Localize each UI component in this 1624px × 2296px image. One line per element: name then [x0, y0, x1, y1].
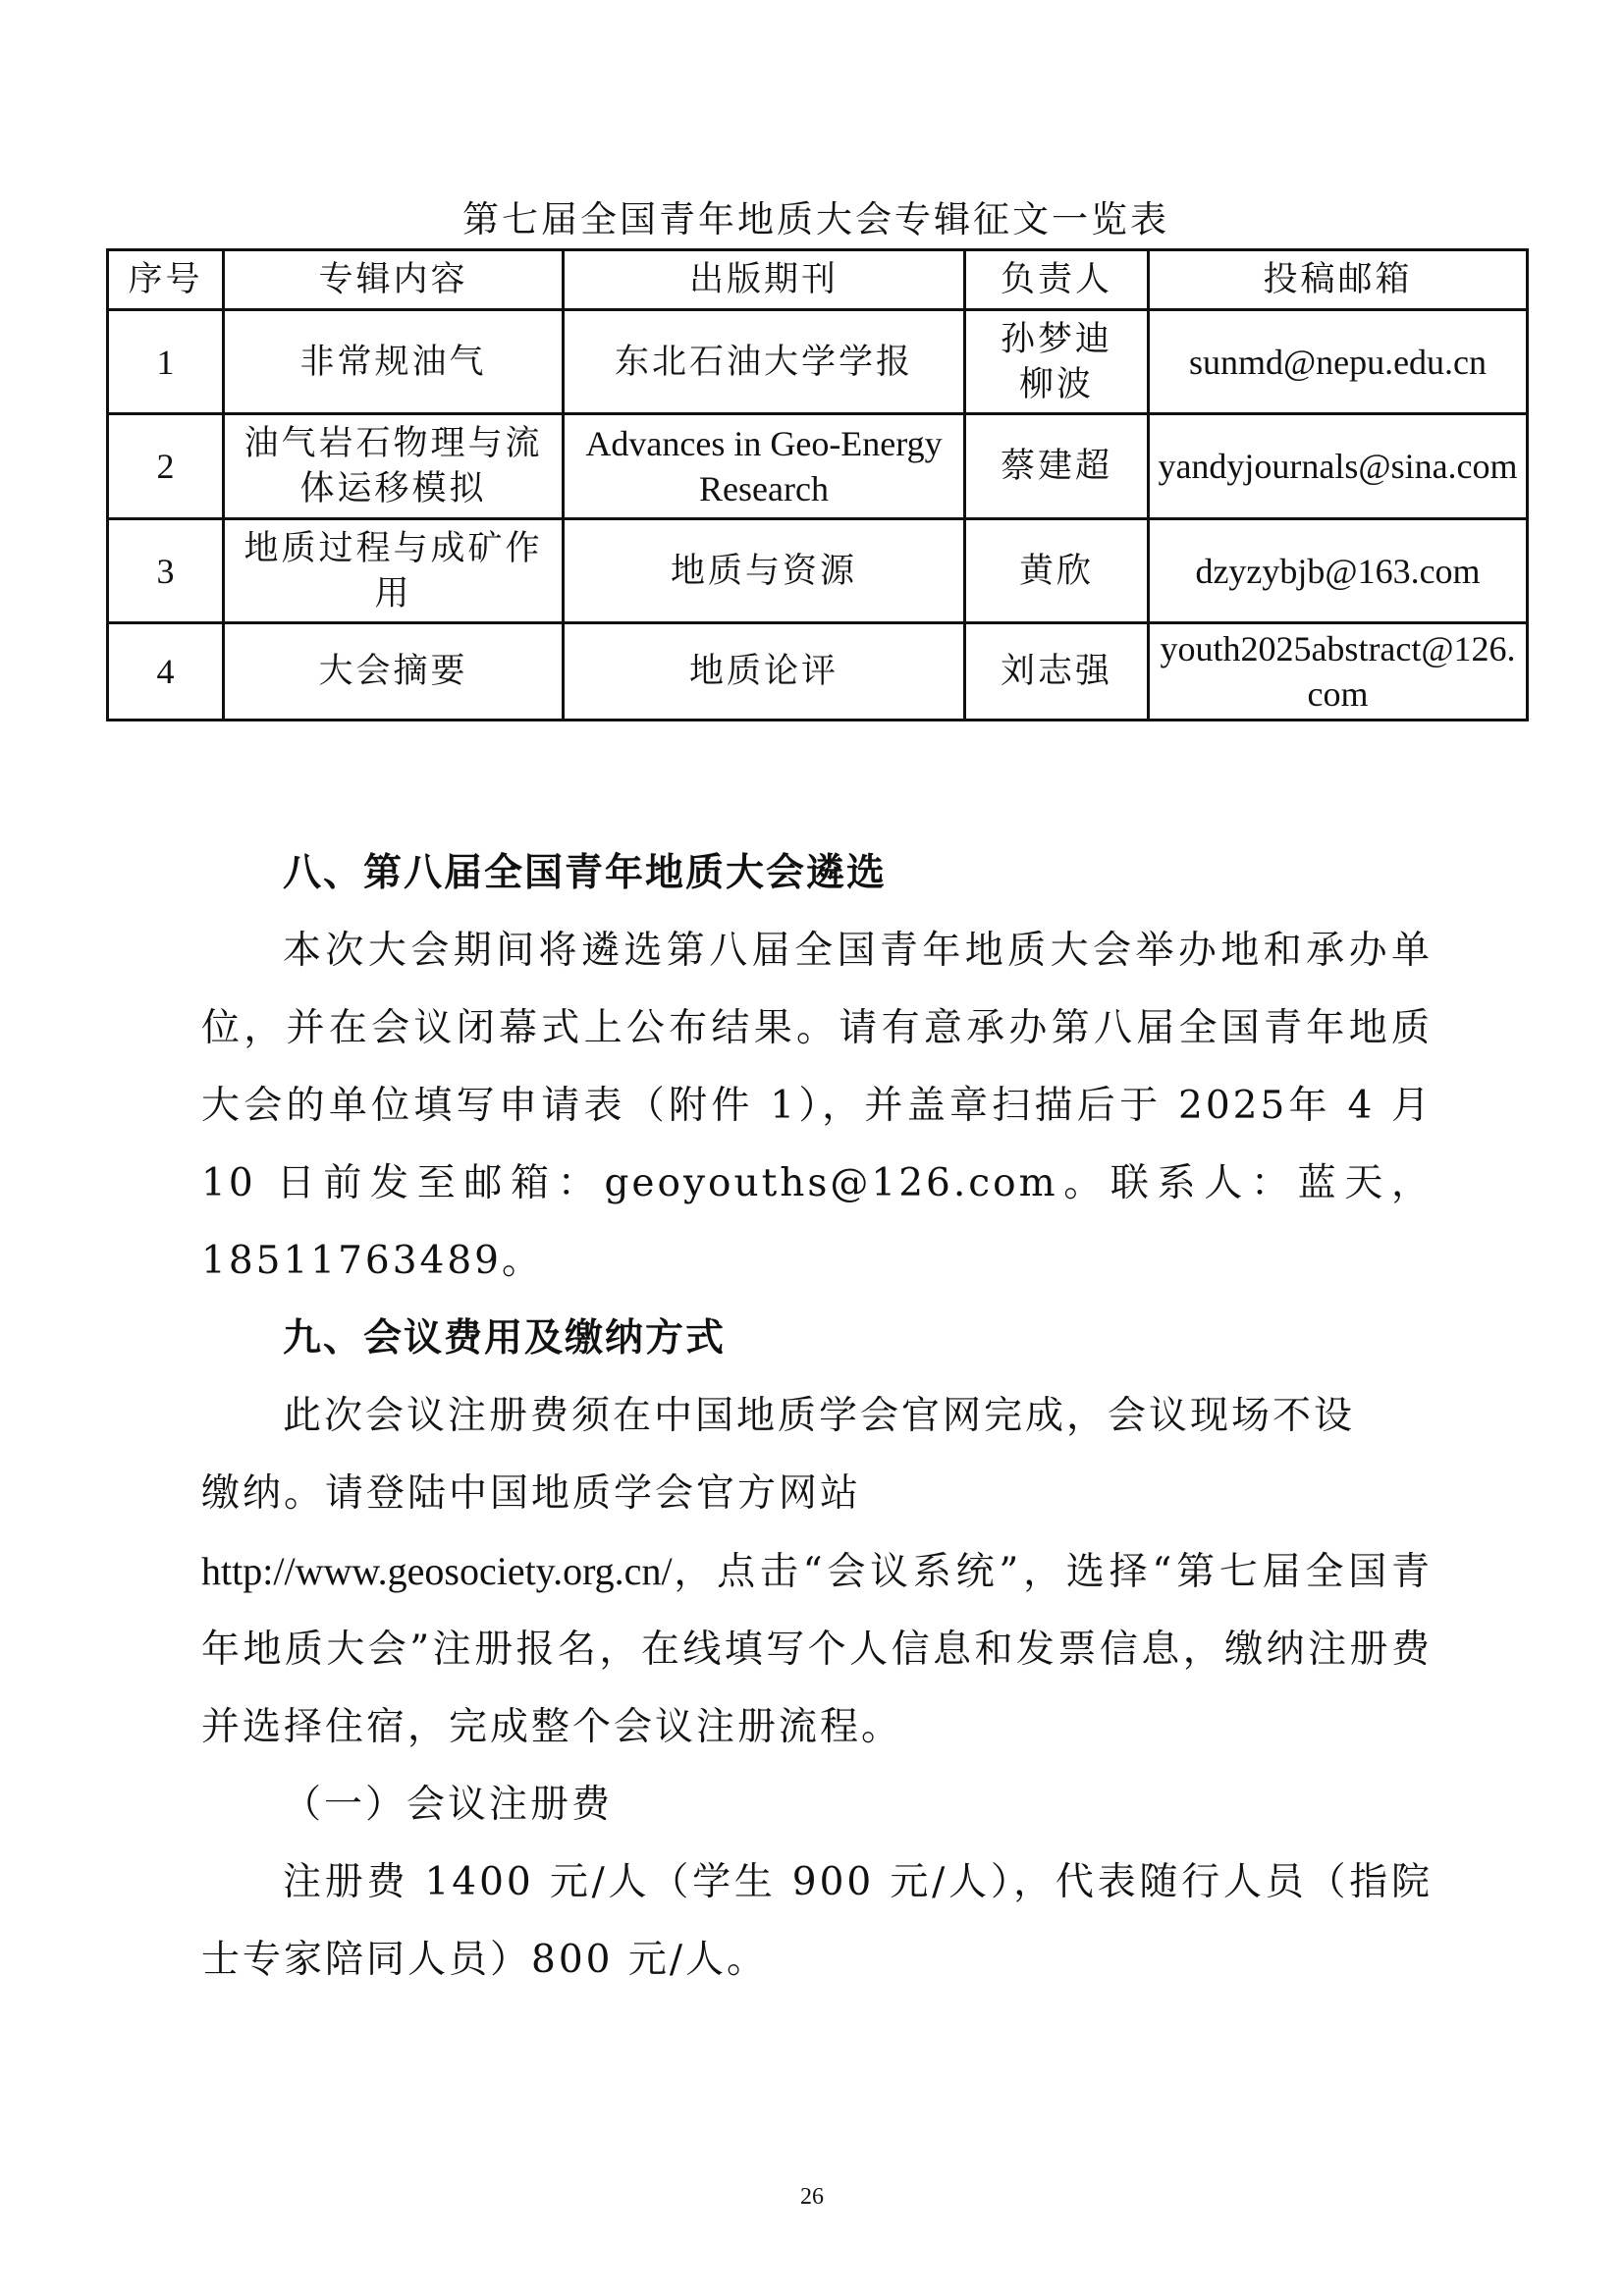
page-number: 26: [800, 2184, 824, 2210]
row-journal: 地质论评: [564, 623, 965, 721]
row-email: dzyzybjb@163.com: [1149, 519, 1528, 623]
section-9-paragraph-rest: [201, 1532, 1433, 1766]
table-row: [108, 519, 1528, 623]
header-journal: 出版期刊: [564, 250, 965, 310]
row-email: yandyjournals@sina.com: [1149, 414, 1528, 519]
row-email: sunmd@nepu.edu.cn: [1149, 310, 1528, 414]
table-caption: 第七届全国青年地质大会专辑征文一览表: [462, 198, 1169, 240]
header-contact: 负责人: [965, 250, 1149, 310]
row-journal: Advances in Geo-Energy Research: [564, 414, 965, 519]
row-no: 3: [108, 519, 224, 623]
row-journal: 地质与资源: [564, 519, 965, 623]
row-no: 1: [108, 310, 224, 414]
header-topic: 专辑内容: [224, 250, 564, 310]
row-no: 2: [108, 414, 224, 519]
section-9-paragraph-line2: 缴纳。请登陆中国地质学会官方网站: [201, 1471, 862, 1516]
row-contact: 蔡建超: [965, 414, 1149, 519]
row-no: 4: [108, 623, 224, 721]
row-email: youth2025abstract@126.com: [1149, 623, 1528, 721]
geosociety-link[interactable]: http://www.geosociety.org.cn/: [201, 1549, 673, 1593]
section-9-paragraph-tail: ，点击“会议系统”，选择“第七届全国青年地质大会”注册报名，在线填写个人信息和发票信息，缴纳注册费并选择住宿，完成整个会议注册流程。: [201, 1550, 1433, 1749]
row-journal: 东北石油大学学报: [564, 310, 965, 414]
table-row: [108, 310, 1528, 414]
header-no: 序号: [108, 250, 224, 310]
section-9-sub-heading: （一）会议注册费: [283, 1783, 614, 1827]
section-8-paragraph: 本次大会期间将遴选第八届全国青年地质大会举办地和承办单位，并在会议闭幕式上公布结果。请有意承办第八届全国青年地质大会的单位填写申请表（附件 1），并盖章扫描后于 2025年 4 月 10 日前发至邮箱：geoyouths@126.com。联系人：蓝天，18511763489。: [201, 929, 1433, 1283]
section-8-heading: 八、第八届全国青年地质大会遴选: [283, 850, 888, 895]
row-topic: 非常规油气: [224, 310, 564, 414]
row-contact: 黄欣: [965, 519, 1149, 623]
table-row: [108, 623, 1528, 721]
table-row: [108, 414, 1528, 519]
row-contact: 孙梦迪 柳波: [965, 310, 1149, 414]
row-topic: 大会摘要: [224, 623, 564, 721]
section-9-heading: 九、会议费用及缴纳方式: [283, 1315, 727, 1361]
section-9-fee-text: 注册费 1400 元/人（学生 900 元/人），代表随行人员（指院士专家陪同人员）800 元/人。: [201, 1860, 1433, 1982]
section-9-paragraph-line1: 此次会议注册费须在中国地质学会官网完成，会议现场不设: [283, 1394, 1356, 1438]
row-topic: 地质过程与成矿作用: [224, 519, 564, 623]
header-email: 投稿邮箱: [1149, 250, 1528, 310]
table-header-row: [108, 250, 1528, 310]
row-topic: 油气岩石物理与流体运移模拟: [224, 414, 564, 519]
row-contact: 刘志强: [965, 623, 1149, 721]
body-text: [201, 834, 1433, 1999]
special-issue-table: [106, 248, 1529, 721]
